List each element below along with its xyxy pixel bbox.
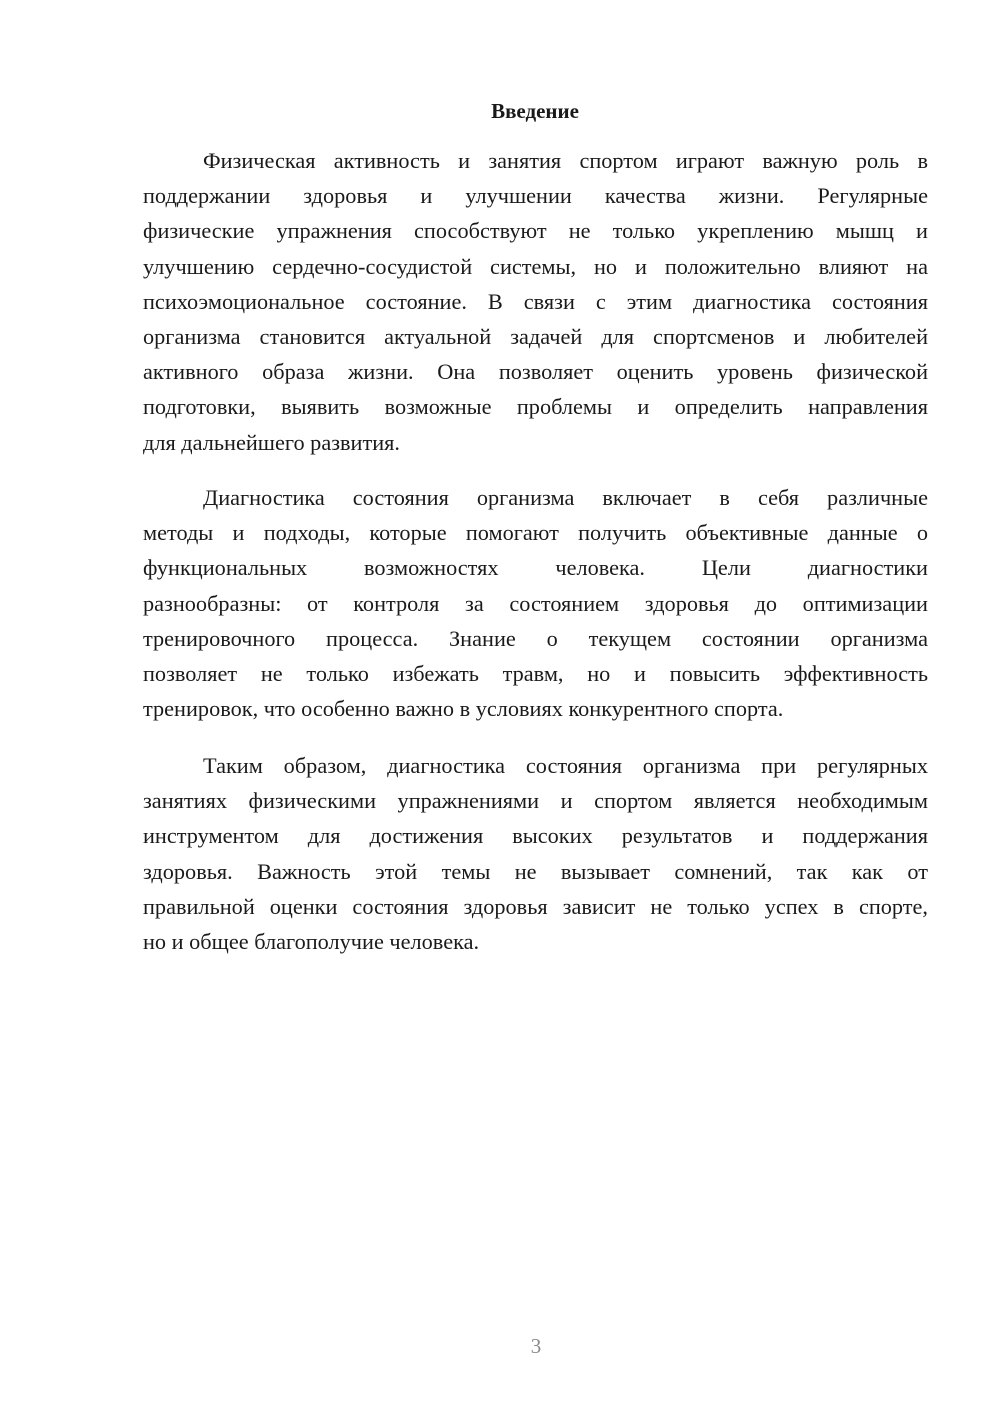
section-heading: Введение <box>491 99 579 123</box>
text-line: Диагностика состояния организма включает в себя различные <box>203 485 928 510</box>
text-line: активного образа жизни. Она позволяет оценить уровень физической <box>143 359 928 385</box>
text-line: тренировочного процесса. Знание о текущем состоянии организма <box>143 625 928 651</box>
text-line: позволяет не только избежать травм, но и повысить эффективность <box>143 660 928 686</box>
paragraph <box>143 748 928 959</box>
text-line: тренировок, что особенно важно в условиях конкурентного спорта. <box>143 696 784 722</box>
text-line: функциональных возможностях человека. Цели диагностики <box>143 555 928 581</box>
text-line: организма становится актуальной задачей для спортсменов и любителей <box>143 323 928 349</box>
text-line: правильной оценки состояния здоровья зависит не только успех в спорте, <box>143 893 928 919</box>
text-line: для дальнейшего развития. <box>143 429 400 455</box>
page-number: 3 <box>530 1334 542 1358</box>
text-line: методы и подходы, которые помогают получить объективные данные о <box>143 520 928 546</box>
text-line: Таким образом, диагностика состояния организма при регулярных <box>203 753 928 778</box>
text-line: Физическая активность и занятия спортом играют важную роль в <box>203 148 928 173</box>
text-line: здоровья. Важность этой темы не вызывает сомнений, так как от <box>143 858 928 884</box>
text-line: инструментом для достижения высоких результатов и поддержания <box>143 823 928 849</box>
text-line: психоэмоциональное состояние. В связи с этим диагностика состояния <box>143 288 928 314</box>
text-line: но и общее благополучие человека. <box>143 928 480 954</box>
paragraph <box>143 480 928 726</box>
text-line: физические упражнения способствуют не только укреплению мышц и <box>143 218 928 244</box>
text-line: занятиях физическими упражнениями и спортом является необходимым <box>143 788 928 814</box>
text-line: подготовки, выявить возможные проблемы и определить направления <box>143 394 928 420</box>
text-line: поддержании здоровья и улучшении качества жизни. Регулярные <box>143 183 928 209</box>
text-line: улучшению сердечно-сосудистой системы, но и положительно влияют на <box>143 253 928 279</box>
paragraph <box>143 143 928 460</box>
text-line: разнообразны: от контроля за состоянием здоровья до оптимизации <box>143 590 928 616</box>
